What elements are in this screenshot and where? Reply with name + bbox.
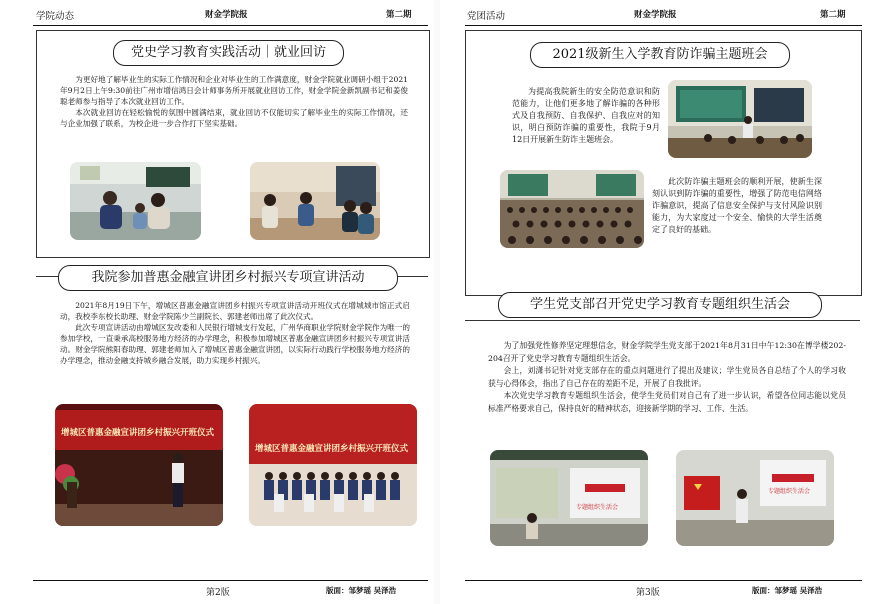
paragraph: 本次就业回访在轻松愉悦的氛围中圆满结束，就业回访不仅能切实了解毕业生的实际工作情况，还与企业加强了联系，为校企进一步合作打下坚实基础。 [60,108,408,128]
paper-name: 财金学院报 [205,10,248,20]
article-divider [465,320,860,322]
editor-credit: 版面：邹梦瑶 吴泽浩 [326,586,397,595]
article-intro-anti-fraud [512,86,660,146]
banner-text: 增城区普惠金融宣讲团乡村振兴开班仪式 [61,428,215,438]
banner-text: 增城区普惠金融宣讲团乡村振兴开班仪式 [255,444,409,454]
issue-label: 第二期 [820,10,846,20]
issue-label: 第二期 [386,10,412,20]
paragraph: 为了加强党性修养坚定理想信念，财金学院学生党支部于2021年8月31日中午12:30在博学楼202-204召开了党史学习教育专题组织生活会。 [488,341,846,363]
paragraph: 此次防诈骗主题班会的顺利开展，使新生深刻认识到防诈骗的重要性，增强了防范电信网络诈骗意识，提高了信息安全保护与支付风险识别能力，为大家度过一个安全、愉快的大学生活奠定了良好的基础。 [652,177,822,234]
photo-party-speaker [676,450,834,546]
footer-rule [33,580,428,581]
photo-class-meeting [668,80,812,158]
page-number: 第3版 [636,588,660,598]
article-outro-anti-fraud [652,176,822,236]
photo-interview-office [70,162,201,240]
photo-opening-speaker [55,404,223,526]
footer-rule [465,580,862,581]
screen-text: 专题组织生活会 [576,504,619,511]
photo-group [249,404,417,526]
paragraph: 本次党史学习教育专题组织生活会，使学生党员们对自己有了进一步认识，希望各位同志能以党员标准严格要求自己，保持良好的精神状态，迎接新学期的学习、工作、生活。 [488,391,846,413]
paper-name: 财金学院报 [634,10,677,20]
header-rule [465,25,862,26]
article-title-anti-fraud: 2021级新生入学教育防诈骗主题班会 [530,42,790,68]
paragraph: 此次专项宣讲活动由增城区发改委和人民银行增城支行发起，广州华商职业学院财金学院作为唯一的参加学校，一直秉承高校服务地方经济的办学理念，积极参加增城区普惠金融宣讲团乡村振兴专项宣讲活动。财金学院熊阳春助理、郭建老师加入了增城区普惠金融宣讲团，以实际行动践行学校服务地方经济的办学理念，推动金融支持城乡融合发展，助力实现乡村振兴。 [60,323,410,365]
article-body-finance-lecture [60,300,410,366]
left-page [0,0,434,604]
paragraph: 为更好地了解毕业生的实际工作情况和企业对毕业生的工作满意度，财金学院就业调研小组于2021年9月2日上午9:30前往广州市增信鸿日会计师事务所开展就业回访工作，财金学院金新凯副书记和姜俊聪老师参与指导了本次就业回访工作。 [60,75,408,106]
photo-lecture-hall [500,170,644,248]
article-title-employment: 党史学习教育实践活动｜就业回访 [113,40,344,66]
page-number: 第2版 [206,588,230,598]
paragraph: 会上，刘潇书记针对党支部存在的重点问题进行了提出及建议；学生党员各自总结了个人的学习收获与心得体会，指出了自己存在的差距不足，开展了自我批评。 [488,366,846,388]
section-label: 党团活动 [467,11,506,22]
article-frame-anti-fraud [465,30,862,296]
right-page [440,0,869,604]
article-title-party-branch: 学生党支部召开党史学习教育专题组织生活会 [498,292,822,318]
screen-text: 专题组织生活会 [768,488,811,495]
photo-meeting-room [250,162,380,240]
paragraph: 为提高我院新生的安全防范意识和防范能力，让他们更多地了解诈骗的各种形式及自我预防、自我保护、自我应对的知识，明白预防诈骗的重要性，我院于9月12日开展新生防诈主题班会。 [512,87,660,144]
editor-credit: 版面：邹梦瑶 吴泽浩 [752,586,823,595]
header-rule [33,25,428,26]
article-title-finance-lecture: 我院参加普惠金融宣讲团乡村振兴专项宣讲活动 [58,265,398,291]
paragraph: 2021年8月19日下午，增城区普惠金融宣讲团乡村振兴专项宣讲活动开班仪式在增城城市馆正式启动，我校李东校长助理、财金学院陈少兰副院长、郭建老师出席了此次仪式。 [60,301,410,321]
section-label: 学院动态 [36,11,75,22]
article-body-employment [60,74,408,129]
article-body-party-branch [488,340,846,415]
photo-party-meeting-room [490,450,648,546]
